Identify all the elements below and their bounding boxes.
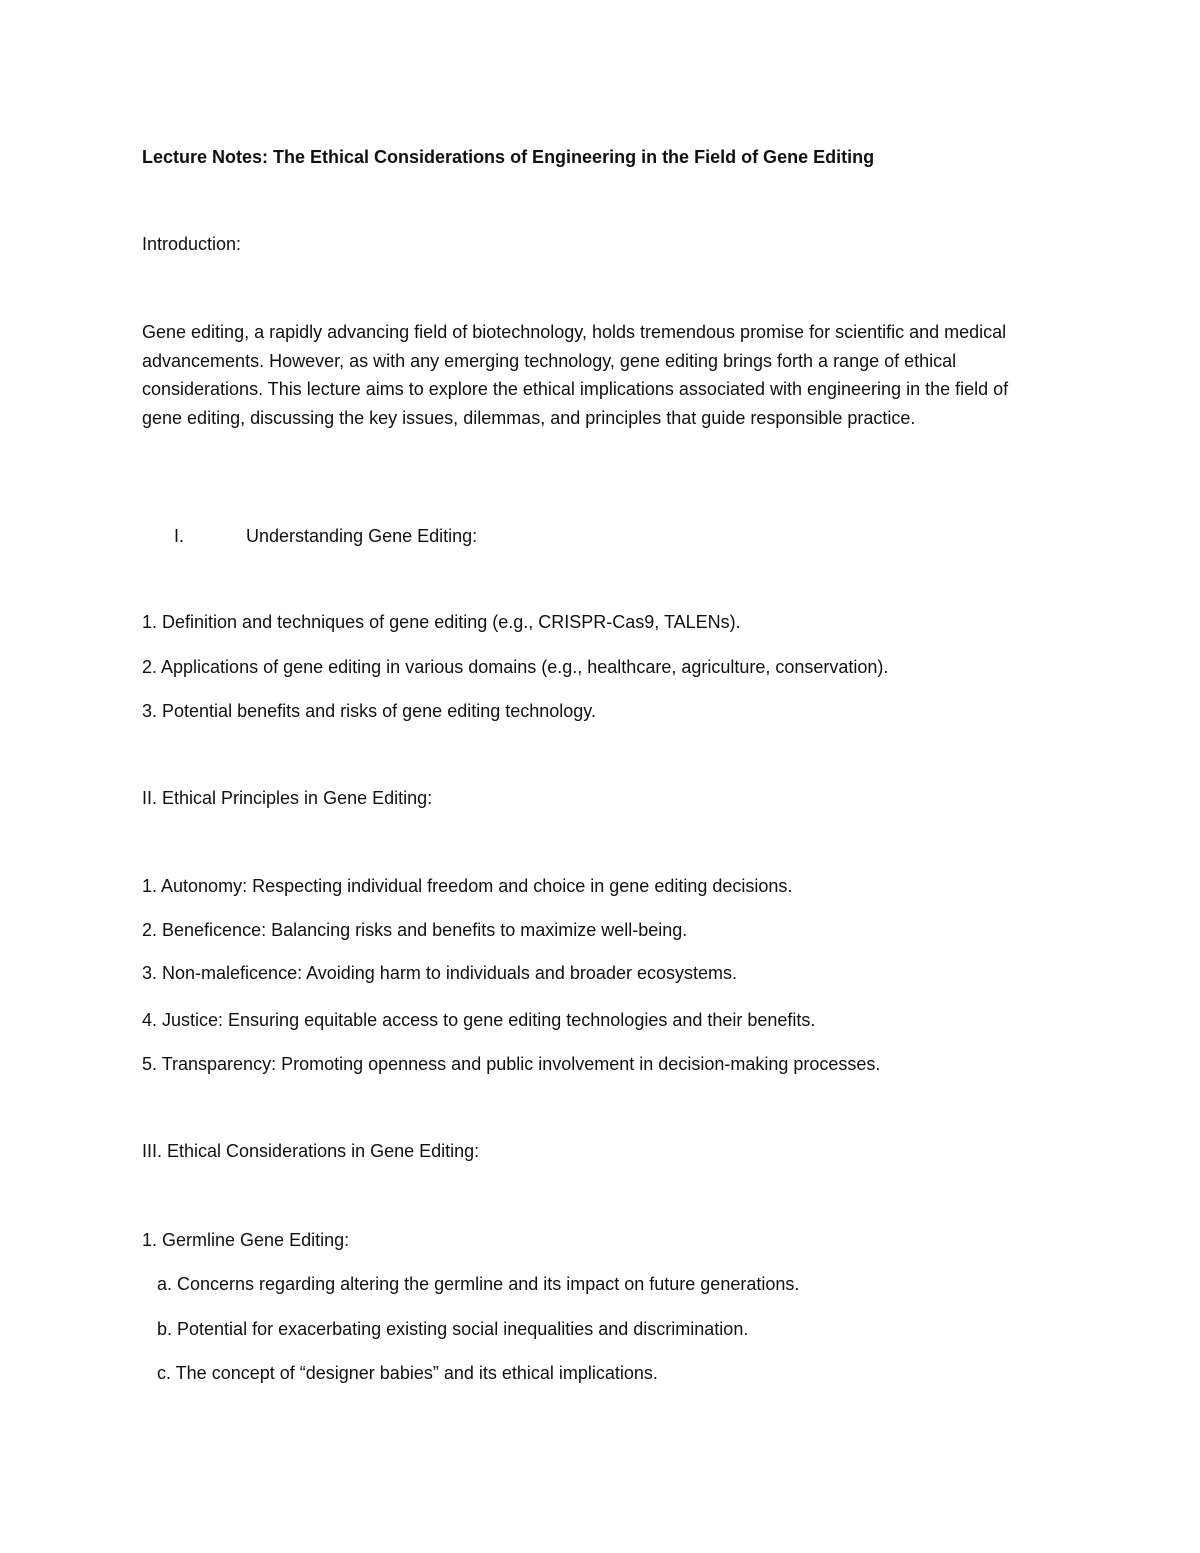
section-1-heading: Understanding Gene Editing: [246, 526, 478, 546]
section-3-subitem: c. The concept of “designer babies” and its ethical implications. [157, 1363, 658, 1383]
section-1-item: 1. Definition and techniques of gene editing (e.g., CRISPR-Cas9, TALENs). [142, 612, 741, 632]
section-2-item: 2. Beneficence: Balancing risks and benefits to maximize well-being. [142, 920, 688, 940]
section-1-item: 2. Applications of gene editing in various domains (e.g., healthcare, agriculture, conservation). [142, 657, 889, 677]
section-1-item: 3. Potential benefits and risks of gene editing technology. [142, 701, 596, 721]
section-3-subitem: b. Potential for exacerbating existing social inequalities and discrimination. [157, 1319, 749, 1339]
intro-heading: Introduction: [142, 234, 242, 254]
section-2-item: 5. Transparency: Promoting openness and public involvement in decision-making processes. [142, 1054, 881, 1074]
section-3-item-heading: 1. Germline Gene Editing: [142, 1230, 350, 1250]
document-title: Lecture Notes: The Ethical Considerations of Engineering in the Field of Gene Editing [142, 147, 875, 167]
intro-paragraph: Gene editing, a rapidly advancing field of biotechnology, holds tremendous promise for scientific and medical advancements. However, as with any emerging technology, gene editing brings forth a range of ethical considerations. This lecture aims to explore the ethical implications associated with engineering in the field of gene editing, discussing the key issues, dilemmas, and principles that guide responsible practice. [142, 322, 1009, 428]
section-1-numeral: I. [174, 526, 185, 546]
section-2-item: 4. Justice: Ensuring equitable access to gene editing technologies and their benefits. [142, 1010, 816, 1030]
section-2-item: 1. Autonomy: Respecting individual freedom and choice in gene editing decisions. [142, 876, 793, 896]
section-3-heading: III. Ethical Considerations in Gene Editing: [142, 1141, 480, 1161]
section-3-subitem: a. Concerns regarding altering the germline and its impact on future generations. [157, 1274, 800, 1294]
section-2-heading: II. Ethical Principles in Gene Editing: [142, 788, 433, 808]
section-2-item: 3. Non-maleficence: Avoiding harm to individuals and broader ecosystems. [142, 963, 737, 983]
